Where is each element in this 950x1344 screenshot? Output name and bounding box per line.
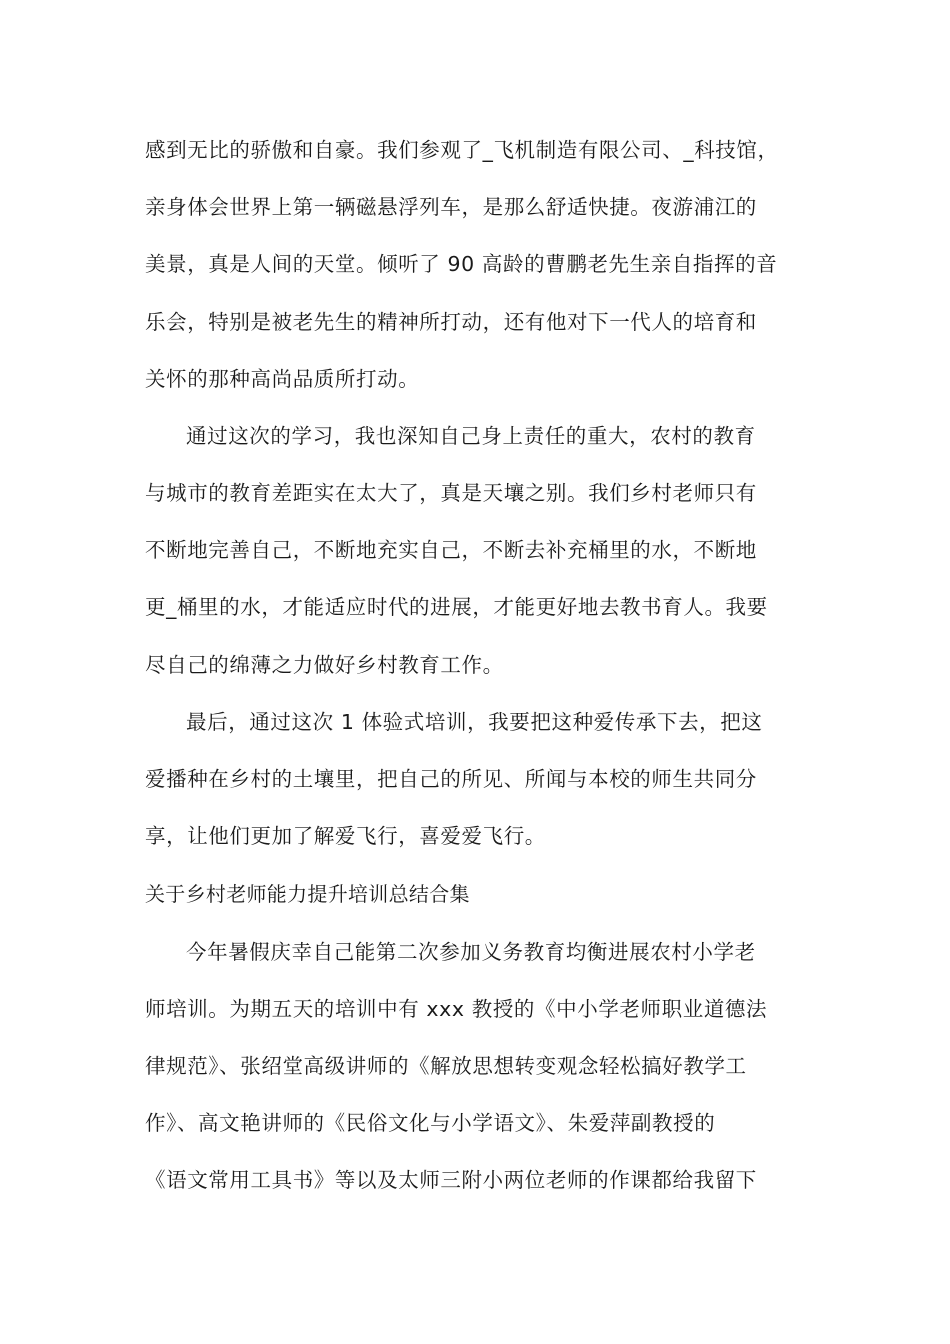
text-line-4: 乐会，特别是被老先生的精神所打动，还有他对下一代人的培育和 bbox=[145, 310, 757, 334]
paragraph-2-line-5: 尽自己的绵薄之力做好乡村教育工作。 bbox=[145, 653, 504, 677]
paragraph-4-line-4: 作》、高文艳讲师的《民俗文化与小学语文》、朱爱萍副教授的 bbox=[145, 1111, 716, 1135]
text-line-1: 感到无比的骄傲和自豪。我们参观了_飞机制造有限公司、_科技馆， bbox=[145, 138, 779, 162]
paragraph-4-line-5: 《语文常用工具书》等以及太师三附小两位老师的作课都给我留下 bbox=[145, 1168, 757, 1192]
paragraph-3-line-3: 享，让他们更加了解爱飞行，喜爱爱飞行。 bbox=[145, 824, 546, 848]
paragraph-4-line-2: 师培训。为期五天的培训中有 xxx 教授的《中小学老师职业道德法 bbox=[145, 997, 768, 1021]
paragraph-4-line-3: 律规范》、张绍堂高级讲师的《解放思想转变观念轻松搞好教学工 bbox=[145, 1054, 747, 1078]
text-line-3: 美景，真是人间的天堂。倾听了 90 高龄的曹鹏老先生亲自指挥的音 bbox=[145, 252, 778, 276]
paragraph-2-line-3: 不断地完善自己，不断地充实自己，不断去补充桶里的水，不断地 bbox=[145, 538, 757, 562]
paragraph-4-line-1: 今年暑假庆幸自己能第二次参加义务教育均衡进展农村小学老 bbox=[186, 940, 756, 964]
paragraph-3-line-2: 爱播种在乡村的土壤里，把自己的所见、所闻与本校的师生共同分 bbox=[145, 767, 757, 791]
text-line-2: 亲身体会世界上第一辆磁悬浮列车，是那么舒适快捷。夜游浦江的 bbox=[145, 195, 757, 219]
text-line-5: 关怀的那种高尚品质所打动。 bbox=[145, 367, 420, 391]
paragraph-3-line-1: 最后，通过这次 1 体验式培训，我要把这种爱传承下去，把这 bbox=[186, 710, 763, 734]
paragraph-2-line-2: 与城市的教育差距实在太大了，真是天壤之别。我们乡村老师只有 bbox=[145, 481, 757, 505]
section-heading: 关于乡村老师能力提升培训总结合集 bbox=[145, 882, 470, 906]
paragraph-2-line-1: 通过这次的学习，我也深知自己身上责任的重大，农村的教育 bbox=[186, 424, 756, 448]
paragraph-2-line-4: 更_桶里的水，才能适应时代的进展，才能更好地去教书育人。我要 bbox=[145, 595, 768, 619]
